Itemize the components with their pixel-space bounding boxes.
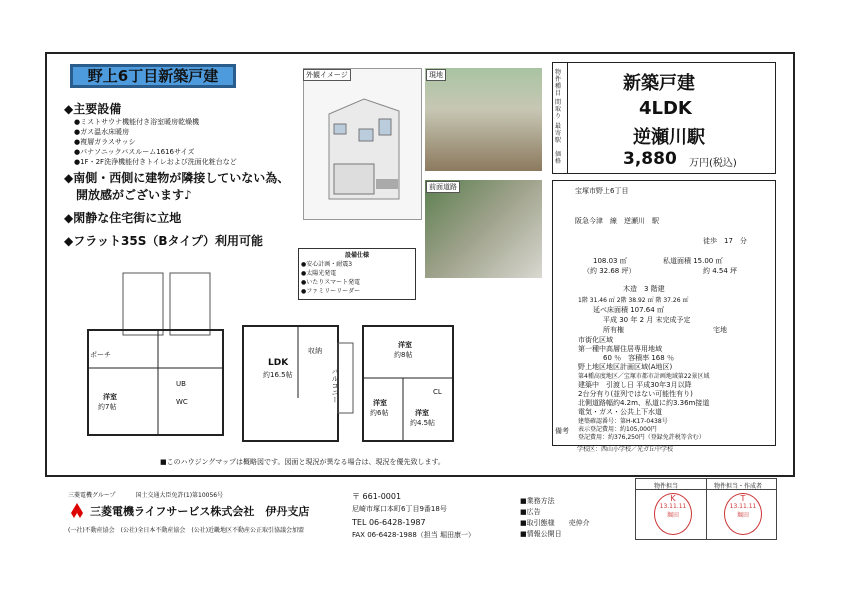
approval-stamp [724, 493, 762, 535]
feature-item: ●パナソニックバスルーム1616サイズ [74, 148, 195, 156]
company-name: 三菱電機ライフサービス株式会社 伊丹支店 [90, 505, 310, 518]
remarks-line: 建築確認番号：第H-K17-0438号 [578, 418, 668, 425]
license-no: 国土交通大臣免許(1)第10056号 [135, 492, 224, 499]
stamp-header-1: 物件担当 [654, 483, 679, 490]
balcony-label: バルコニー [331, 368, 339, 403]
remarks-line: 登記費用：約376,250円（登録免許税等含む） [578, 434, 705, 441]
price-unit: 万円(税込) [689, 158, 737, 169]
stamp-date: 13.11.11 [729, 503, 757, 510]
feature-flat35-heading: ◆フラット35S（Bタイプ）利用可能 [64, 234, 263, 248]
other-limits-value: 野上地区地区計画区域(A地区) [578, 363, 673, 371]
feature-item: ●1F・2F洗浄機能付きトイレおよび洗面化粧台など [74, 158, 237, 166]
closet-label: CL [433, 388, 442, 396]
mitsubishi-logo-icon [68, 503, 86, 519]
stamp-letter: K [670, 494, 676, 503]
trade-item: ■広告 [520, 508, 541, 516]
room-ldk-size: 約16.5帖 [263, 371, 293, 379]
land-area: 108.03 ㎡ [593, 257, 627, 265]
room-western-d: 洋室 [415, 409, 429, 417]
exterior-label: 外観イメージ [303, 69, 351, 81]
room-ub: UB [176, 380, 186, 388]
line-value: 阪急今津 線 逆瀬川 駅 [575, 217, 659, 225]
private-road-tsubo: 約 4.54 坪 [703, 267, 738, 275]
feature-item: ●ミストサウナ機能付き浴室暖房乾燥機 [74, 118, 200, 126]
exterior-image [303, 68, 422, 220]
trade-block [520, 496, 630, 540]
road-photo [425, 180, 542, 278]
association-text: (一社)不動産協会 (公社)全日本不動産協会 (公社)近畿地区不動産公正取引協議会加盟 [68, 527, 305, 534]
equipment-note-line: ●ファミリーリーダー [301, 288, 361, 295]
stamp-letter: T [740, 494, 746, 503]
office-address: 尼崎市塚口本町6丁目9番18号 [352, 505, 447, 513]
contact-block [352, 490, 522, 542]
house-rendering [304, 69, 421, 219]
coverage-value: 60 ％ 容積率 168 ％ [603, 354, 674, 362]
nearest-station: 逆瀬川駅 [633, 127, 705, 148]
total-area-value: 延べ床面積 107.64 ㎡ [593, 306, 664, 314]
feature-item: ●複層ガラスサッシ [74, 138, 136, 146]
equipment-note-line: ●いたりスマート発電 [301, 279, 361, 286]
feature-open-sub: 開放感がございます♪ [76, 188, 192, 202]
land-category-value: 宅地 [713, 326, 727, 334]
approval-stamp [654, 493, 692, 535]
company-block [68, 490, 358, 534]
site-photo [425, 68, 542, 171]
remarks-line: 学校区：西山小学校／光ガ丘中学校 [577, 446, 674, 453]
city-plan-value: 市街化区域 [578, 336, 613, 344]
price-value: 3,880 [623, 149, 677, 169]
trade-item: ■情報公開日 [520, 530, 562, 538]
fax-number: FAX 06-6428-1988（担当 堀田康一） [352, 531, 476, 539]
trade-item: ■業務方法 [520, 497, 555, 505]
private-road-area: 私道面積 15.00 ㎡ [663, 257, 723, 265]
stamp-name: 堀田 [666, 512, 679, 519]
feature-quiet-heading: ◆閑静な住宅街に立地 [64, 211, 182, 225]
room-western-d-size: 約4.5帖 [410, 419, 436, 427]
room-western-a-size: 約7帖 [98, 403, 117, 411]
remarks-line: 表示登記費用：約105,000円 [578, 426, 657, 433]
room-ldk: LDK [268, 358, 289, 368]
road-label: 前面道路 [426, 181, 460, 193]
stamp-header-2: 物件担当・作成者 [714, 483, 763, 490]
group-name: 三菱電機グループ [68, 492, 116, 499]
feature-item: ●ガス温水床暖房 [74, 128, 130, 136]
walk-value: 徒歩 17 分 [703, 237, 747, 245]
type-label: 物件種目 [555, 69, 562, 97]
address-value: 宝塚市野上6丁目 [575, 187, 629, 195]
property-type: 新築戸建 [623, 73, 695, 94]
station-label: 最寄駅 [555, 123, 562, 144]
floor-plans [68, 268, 548, 458]
remarks-label: 備考 [555, 427, 569, 435]
status-value: 建築中 引渡し日 平成30年3月以降 [578, 381, 692, 389]
floor-area-value: 1階 31.46 ㎡ 2階 38.92 ㎡ 階 37.26 ㎡ [578, 297, 689, 304]
land-area-tsubo: （約 32.68 坪） [583, 267, 636, 275]
price-label: 価格 [555, 151, 562, 165]
trade-type-value: 売仲介 [568, 519, 590, 527]
property-layout: 4LDK [639, 98, 692, 119]
equipment-note-line: ●安心計画・耐震3 [301, 261, 353, 268]
structure-value: 木造 3 階建 [623, 285, 665, 293]
floor-plan-drawing [68, 268, 548, 458]
features-heading: ◆主要設備 [64, 102, 122, 116]
summary-box [552, 62, 776, 174]
property-title: 野上6丁目新築戸建 [70, 64, 236, 88]
zoning-value: 第一種中高層住居専用地域 [578, 345, 662, 353]
site-label: 現地 [426, 69, 446, 81]
room-western-b-size: 約8帖 [394, 351, 413, 359]
room-western-c: 洋室 [373, 399, 387, 407]
road-value: 北側道路幅約4.2m、私道に約3.36m接道 [578, 399, 710, 407]
layout-label: 間取り [555, 99, 562, 120]
feature-open-heading: ◆南側・西側に建物が隣接していない為、 [64, 171, 290, 185]
equipment-note-heading: 設備仕様 [344, 252, 369, 259]
equipment-note-line: ●太陽光発電 [301, 270, 337, 277]
room-western-c-size: 約6帖 [370, 409, 389, 417]
features-block [64, 100, 299, 249]
features-list [74, 117, 299, 167]
stamp-table [635, 478, 777, 540]
stamp-name: 堀田 [736, 512, 749, 519]
room-wc: WC [176, 398, 188, 406]
storage-label: 収納 [308, 347, 322, 355]
room-western-b: 洋室 [398, 341, 412, 349]
floor-plan-note: ■このハウジングマップは概略図です。図面と現況が異なる場合は、現況を優先致します。 [160, 458, 445, 466]
utilities-value: 電気・ガス・公共上下水道 [578, 408, 662, 416]
porch-label: ポーチ [90, 351, 111, 359]
restrictions-value: 第4種高度地区／宝塚市都市計画地域第22景区域 [578, 373, 710, 380]
details-table [552, 180, 776, 446]
parking-value: 2台分有り(並列ではない可能性有り) [578, 390, 693, 398]
built-date: 平成 30 年 2 月 末完成予定 [603, 316, 691, 324]
rights-value: 所有権 [603, 326, 624, 334]
room-western-a: 洋室 [103, 393, 117, 401]
trade-item: ■取引態様 [520, 519, 555, 527]
postal-code: 〒 661-0001 [352, 492, 402, 501]
phone-number: TEL 06-6428-1987 [352, 518, 426, 527]
stamp-date: 13.11.11 [659, 503, 687, 510]
